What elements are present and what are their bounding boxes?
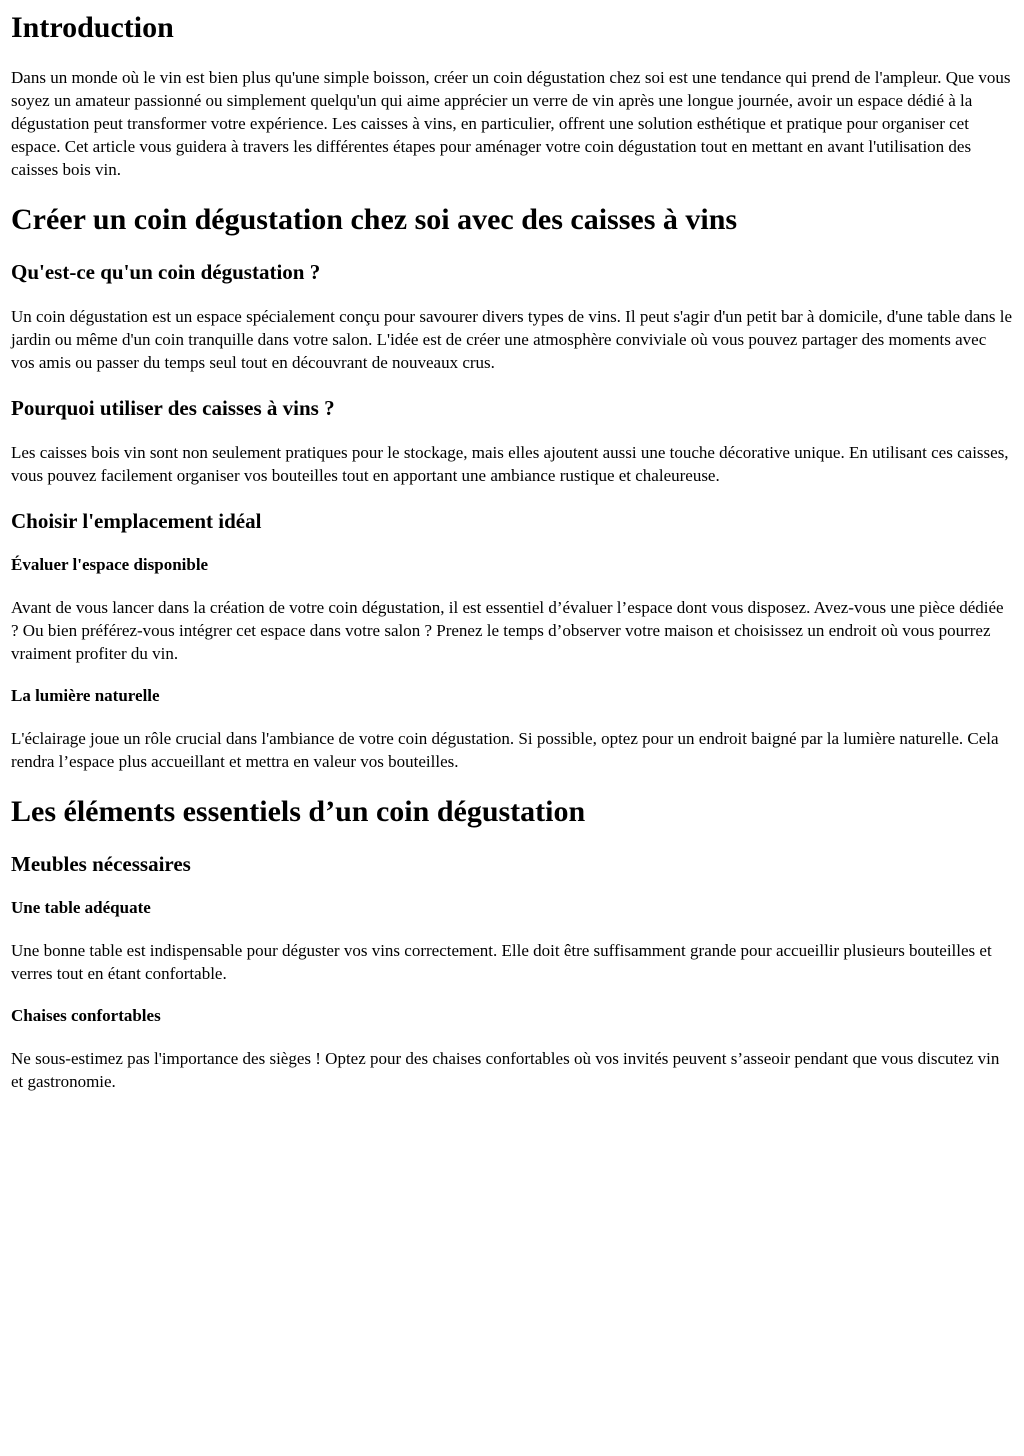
light-paragraph: L'éclairage joue un rôle crucial dans l'ambiance de votre coin dégustation. Si possible, optez pour un endroit baigné par la lumière naturelle. Cela rendra l’espace plus accueillant et mettra en valeur vos bouteilles. — [11, 729, 999, 771]
intro-heading: Introduction — [11, 11, 174, 44]
what-heading: Qu'est-ce qu'un coin dégustation ? — [11, 260, 321, 284]
location-heading: Choisir l'emplacement idéal — [11, 509, 262, 533]
space-heading: Évaluer l'espace disponible — [11, 555, 209, 574]
why-heading: Pourquoi utiliser des caisses à vins ? — [11, 396, 335, 420]
article — [0, 10, 1024, 1093]
chairs-paragraph: Ne sous-estimez pas l'importance des sièges ! Optez pour des chaises confortables où vos invités peuvent s’asseoir pendant que vous discutez vin et gastronomie. — [11, 1049, 1000, 1091]
light-heading: La lumière naturelle — [11, 686, 160, 705]
section1-heading: Créer un coin dégustation chez soi avec des caisses à vins — [11, 203, 738, 236]
section2-heading: Les éléments essentiels d’un coin dégustation — [11, 795, 586, 828]
chairs-heading: Chaises confortables — [11, 1006, 161, 1025]
intro-paragraph: Dans un monde où le vin est bien plus qu'une simple boisson, créer un coin dégustation chez soi est une tendance qui prend de l'ampleur. Que vous soyez un amateur passionné ou simplement quelqu'un qui aime apprécier un verre de vin après une longue journée, avoir un espace dédié à la dégustation peut transformer votre expérience. Les caisses à vins, en particulier, offrent une solution esthétique et pratique pour organiser cet espace. Cet article vous guidera à travers les différentes étapes pour aménager votre coin dégustation tout en mettant en avant l'utilisation des caisses bois vin. — [11, 68, 1011, 179]
what-paragraph: Un coin dégustation est un espace spécialement conçu pour savourer divers types de vins. Il peut s'agir d'un petit bar à domicile, d'une table dans le jardin ou même d'un coin tranquille dans votre salon. L'idée est de créer une atmosphère conviviale où vous pouvez partager des moments avec vos amis ou passer du temps seul tout en découvrant de nouveaux crus. — [11, 307, 1013, 372]
why-paragraph: Les caisses bois vin sont non seulement pratiques pour le stockage, mais elles ajoutent aussi une touche décorative unique. En utilisant ces caisses, vous pouvez facilement organiser vos bouteilles tout en apportant une ambiance rustique et chaleureuse. — [11, 443, 1009, 485]
table-paragraph: Une bonne table est indispensable pour déguster vos vins correctement. Elle doit être suffisamment grande pour accueillir plusieurs bouteilles et verres tout en étant confortable. — [11, 941, 992, 983]
table-heading: Une table adéquate — [11, 898, 151, 917]
space-paragraph: Avant de vous lancer dans la création de votre coin dégustation, il est essentiel d’évaluer l’espace dont vous disposez. Avez-vous une pièce dédiée ? Ou bien préférez-vous intégrer cet espace dans votre salon ? Prenez le temps d’observer votre maison et choisissez un endroit où vous pourrez vraiment profiter du vin. — [11, 598, 1004, 663]
furniture-heading: Meubles nécessaires — [11, 852, 191, 876]
